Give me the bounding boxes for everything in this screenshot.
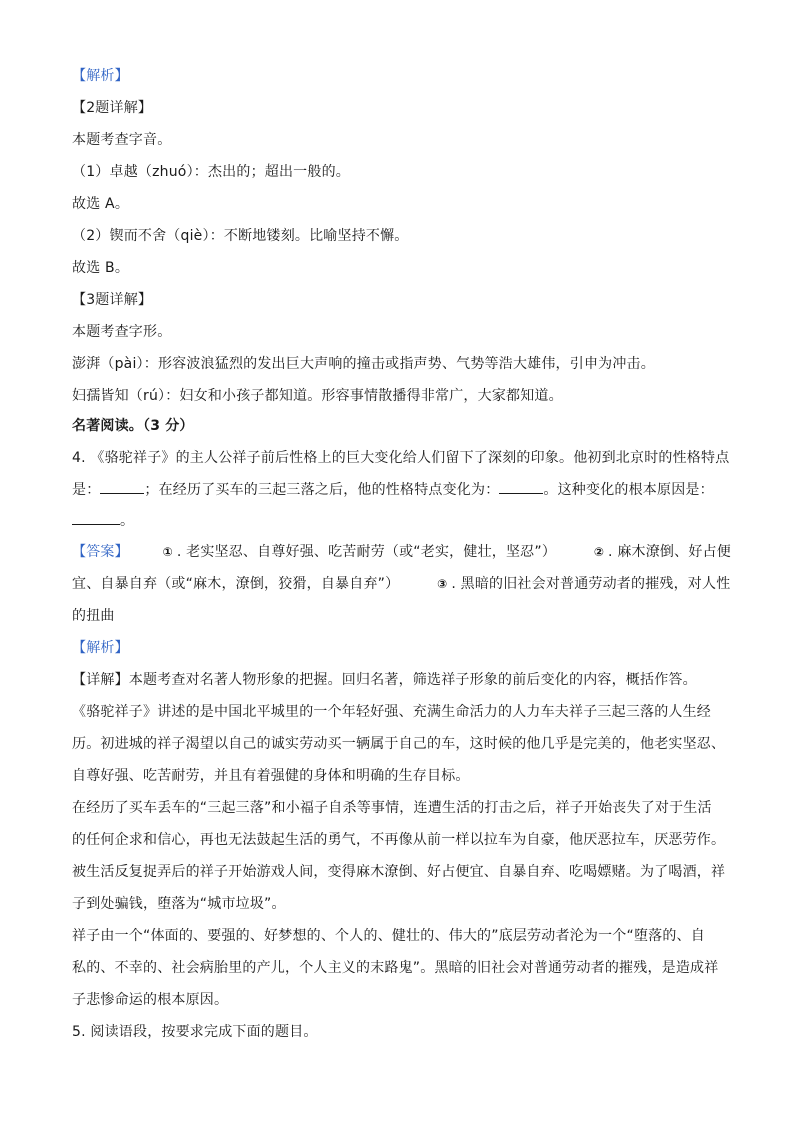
detail-text: 本题考查对名著人物形象的把握。回归名著，筛选祥子形象的前后变化的内容，概括作答。 [128,672,697,688]
question-text: 。这种变化的根本原因是： [543,482,714,498]
paragraph-line: 故选 B。 [72,260,130,276]
q3-detail-heading: 【3题详解】 [72,292,153,308]
paragraph-line: 本题考查字音。 [72,132,172,148]
paragraph-line: 私的、不幸的、社会病胎里的产儿，个人主义的末路鬼”。黑暗的旧社会对普通劳动者的摧残，是造成祥 [72,960,719,976]
q2-detail-heading: 【2题详解】 [72,100,153,116]
paragraph-line: 本题考查字形。 [72,324,172,340]
question-text: 是： [72,482,101,498]
answer-text: . 老实坚忍、自尊好强、吃苦耐劳（或“老实，健壮，坚忍”） [176,544,557,560]
paragraph-line: 妇孺皆知（rú）：妇女和小孩子都知道。形容事情散播得非常广，大家都知道。 [72,388,563,404]
paragraph-line: 历。初进城的祥子渴望以自己的诚实劳动买一辆属于自己的车，这时候的他几乎是完美的，他老实坚忍、 [72,736,726,752]
detail-line [72,670,732,690]
answer-line [72,574,732,594]
question-line [72,479,732,500]
answer-text: . 黑暗的旧社会对普通劳动者的摧残，对人性 [451,576,731,592]
paragraph-line: 在经历了买车丢车的“三起三落”和小福子自杀等事情，连遭生活的打击之后，祥子开始丧失了对于生活 [72,800,712,816]
paragraph-line: 祥子由一个“体面的、要强的、好梦想的、个人的、健壮的、伟大的”底层劳动者沦为一个“堕落的、自 [72,928,705,944]
paragraph-line: 子到处骗钱，堕落为“城市垃圾”。 [72,896,286,912]
answer-text: 宜、自暴自弃（或“麻木，潦倒，狡猾，自暴自弃”） [72,576,400,592]
question-text: ；在经历了买车的三起三落之后，他的性格特点变化为： [144,482,500,498]
answer-line: 的扭曲 [72,608,115,624]
paragraph-line: （2）锲而不舍（qiè）：不断地镂刻。比喻坚持不懈。 [72,228,409,244]
paragraph-line: 《骆驼祥子》讲述的是中国北平城里的一个年轻好强、充满生命活力的人力车夫祥子三起三落的人生经 [72,704,711,720]
answer-line [72,542,732,562]
question-text: 。 [120,513,135,529]
answer-blank-2 [499,479,543,494]
paragraph-line: 子悲惨命运的根本原因。 [72,992,229,1008]
paragraph-line: （1）卓越（zhuó）：杰出的；超出一般的。 [72,164,350,180]
paragraph-line: 被生活反复捉弄后的祥子开始游戏人间，变得麻木潦倒、好占便宜、自暴自弃、吃喝嫖赌。为了喝酒，祥 [72,864,726,880]
answer-number-3: ③ [437,577,448,591]
question-line [72,510,732,531]
detail-label: 【详解】 [72,672,129,688]
question-line: 5. 阅读语段，按要求完成下面的题目。 [72,1024,318,1040]
paragraph-line: 澎湃（pài）：形容波浪猛烈的发出巨大声响的撞击或指声势、气势等浩大雄伟，引申为冲击。 [72,356,655,372]
analysis-heading: 【解析】 [72,68,129,84]
paragraph-line: 故选 A。 [72,196,130,212]
answer-number-2: ② [593,545,605,559]
question-line: 4. 《骆驼祥子》的主人公祥子前后性格上的巨大变化给人们留下了深刻的印象。他初到北京时的性格特点 [72,450,730,466]
paragraph-line: 的任何企求和信心，再也无法鼓起生活的勇气，不再像从前一样以拉车为自豪，他厌恶拉车，厌恶劳作。 [72,832,726,848]
analysis-heading: 【解析】 [72,640,129,656]
answer-text: . 麻木潦倒、好占便 [608,544,731,560]
answer-label: 【答案】 [72,544,129,560]
answer-blank-3 [72,510,120,525]
answer-blank-1 [100,479,144,494]
paragraph-line: 自尊好强、吃苦耐劳，并且有着强健的身体和明确的生存目标。 [72,768,470,784]
section-heading: 名著阅读。（3 分） [72,418,194,434]
answer-number-1: ① [162,545,173,559]
